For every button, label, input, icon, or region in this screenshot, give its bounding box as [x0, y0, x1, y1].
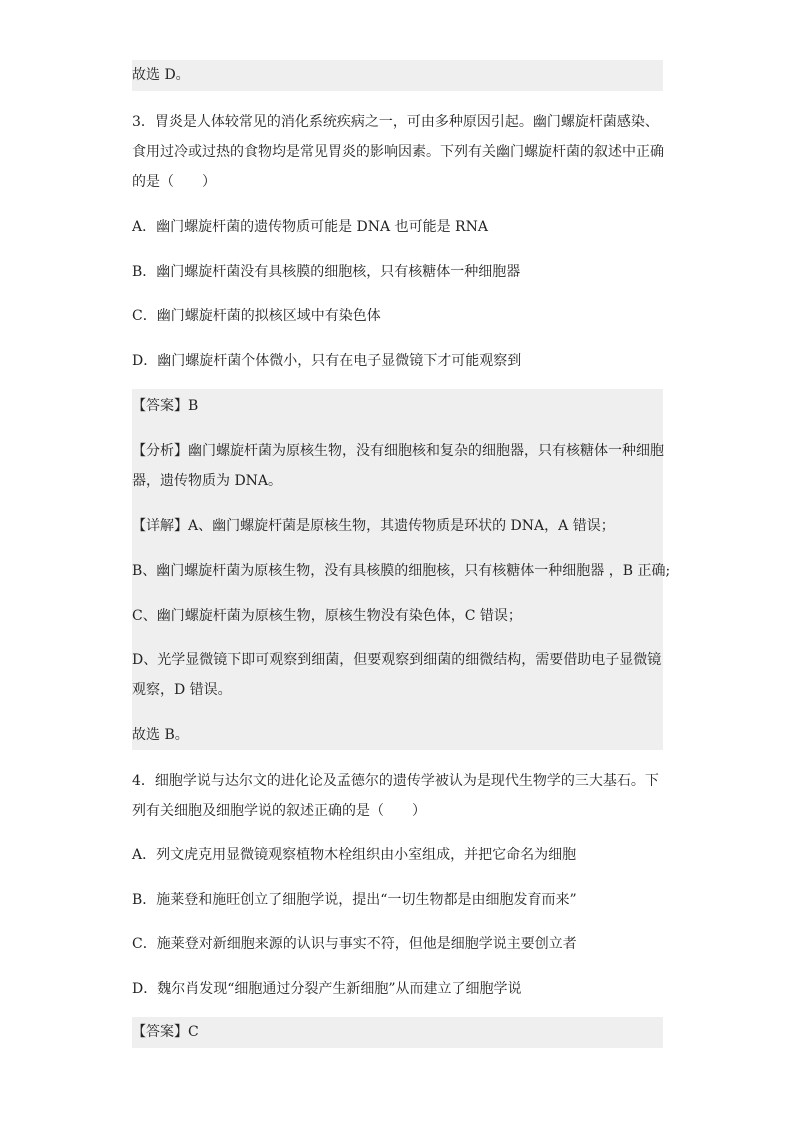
detail-line: C、幽门螺旋杆菌为原核生物，原核生物没有染色体，C 错误；	[132, 608, 522, 624]
question-3-detail-d	[132, 645, 663, 705]
option-text: B．施莱登和施旺创立了细胞学说，提出“一切生物都是由细胞发育而来”	[132, 892, 577, 908]
question-4-answer	[132, 1017, 663, 1048]
question-4-option-c	[132, 929, 663, 959]
conclusion-text: 故选 D。	[132, 67, 190, 83]
question-3-detail-b	[132, 556, 671, 586]
question-4-stem	[132, 766, 663, 826]
stem-line: 的是（ ）	[132, 174, 216, 190]
question-3-detail-c	[132, 601, 663, 631]
option-text: D．幽门螺旋杆菌个体微小，只有在电子显微镜下才可能观察到	[132, 353, 522, 369]
detail-line: 【详解】A、幽门螺旋杆菌是原核生物，其遗传物质是环状的 DNA，A 错误；	[132, 518, 615, 534]
stem-line: 列有关细胞及细胞学说的叙述正确的是（ ）	[132, 803, 426, 819]
detail-line: 观察，D 错误。	[132, 682, 232, 698]
question-4-option-a	[132, 840, 663, 870]
question-3-stem	[132, 107, 663, 197]
question-3-answer	[132, 391, 663, 421]
prev-conclusion	[132, 60, 663, 91]
analysis-line: 器，遗传物质为 DNA。	[132, 473, 283, 489]
question-3-option-a	[132, 212, 663, 242]
detail-line: B、幽门螺旋杆菌为原核生物，没有具核膜的细胞核，只有核糖体一种细胞器 ，B 正确;	[132, 563, 671, 579]
option-text: C．幽门螺旋杆菌的拟核区域中有染色体	[132, 308, 381, 324]
answer-text: 【答案】B	[132, 398, 199, 414]
option-text: A．列文虎克用显微镜观察植物木栓组织由小室组成，并把它命名为细胞	[132, 847, 577, 863]
stem-line: 4．细胞学说与达尔文的进化论及孟德尔的遗传学被认为是现代生物学的三大基石。下	[132, 773, 659, 789]
stem-line: 3．胃炎是人体较常见的消化系统疾病之一，可由多种原因引起。幽门螺旋杆菌感染、	[132, 114, 659, 130]
question-3-conclusion	[132, 720, 663, 750]
conclusion-text: 故选 B。	[132, 727, 189, 743]
detail-line: D、光学显微镜下即可观察到细菌，但要观察到细菌的细微结构，需要借助电子显微镜	[132, 652, 662, 668]
stem-line: 食用过冷或过热的食物均是常见胃炎的影响因素。下列有关幽门螺旋杆菌的叙述中正确	[132, 144, 664, 160]
option-text: C．施莱登对新细胞来源的认识与事实不符，但他是细胞学说主要创立者	[132, 936, 577, 952]
question-4-option-b	[132, 885, 663, 915]
question-3-detail-a	[132, 511, 663, 541]
option-text: A．幽门螺旋杆菌的遗传物质可能是 DNA 也可能是 RNA	[132, 219, 488, 235]
question-3-option-d	[132, 346, 663, 376]
question-3-option-c	[132, 301, 663, 331]
analysis-line: 【分析】幽门螺旋杆菌为原核生物，没有细胞核和复杂的细胞器，只有核糖体一种细胞	[132, 443, 664, 459]
answer-text: 【答案】C	[132, 1024, 199, 1040]
option-text: B．幽门螺旋杆菌没有具核膜的细胞核，只有核糖体一种细胞器	[132, 264, 521, 280]
question-3-analysis	[132, 436, 663, 496]
question-4-option-d	[132, 974, 663, 1004]
option-text: D．魏尔肖发现“细胞通过分裂产生新细胞”从而建立了细胞学说	[132, 981, 522, 997]
question-3-option-b	[132, 257, 663, 287]
